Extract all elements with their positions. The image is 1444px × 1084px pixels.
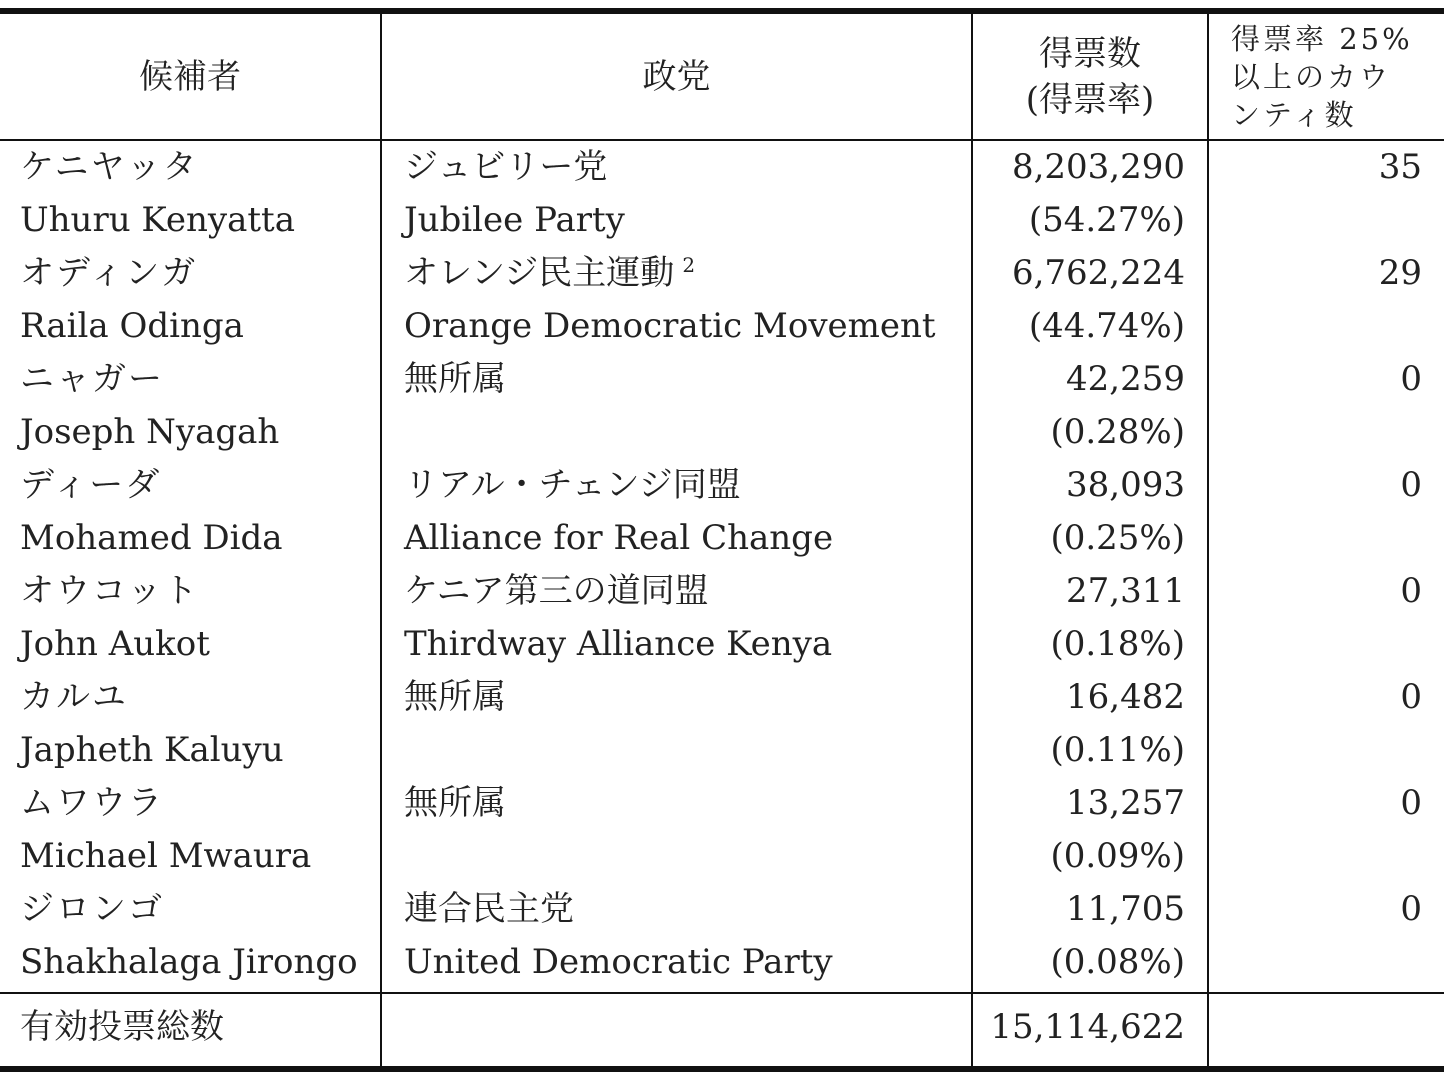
vote-share: (54.27%) [1028, 200, 1185, 240]
county-count: 0 [1400, 359, 1422, 399]
header-votes [973, 14, 1207, 139]
candidate-cell [20, 565, 376, 671]
vote-share: (0.25%) [1050, 518, 1185, 558]
candidate-cell [20, 883, 376, 989]
party-cell [404, 141, 964, 247]
vote-count: 16,482 [1066, 677, 1185, 717]
candidate-name-jp: オディンガ [20, 253, 198, 293]
table-row [0, 671, 1444, 777]
county-count: 0 [1400, 571, 1422, 611]
candidate-name-jp: ディーダ [20, 465, 162, 505]
table-row [0, 141, 1444, 247]
counties-cell [1209, 883, 1422, 936]
header-counties-line3: ンティ数 [1231, 97, 1357, 132]
party-name-jp: ケニア第三の道同盟 [404, 571, 709, 611]
vote-share: (0.09%) [1050, 836, 1185, 876]
header-counties-line1: 得票率 25% [1231, 21, 1413, 56]
votes-cell [973, 247, 1185, 353]
party-name-en: Orange Democratic Movement [404, 306, 936, 346]
header-candidate-label: 候補者 [139, 56, 241, 97]
party-cell [404, 777, 964, 883]
party-name-en: United Democratic Party [404, 942, 833, 982]
total-row [0, 994, 1444, 1066]
vote-count: 6,762,224 [1011, 253, 1185, 293]
vote-count: 8,203,290 [1011, 147, 1185, 187]
header-candidate [0, 14, 380, 139]
counties-cell [1209, 459, 1422, 512]
counties-cell [1209, 565, 1422, 618]
party-name-jp: リアル・チェンジ同盟 [404, 465, 741, 505]
votes-cell [973, 459, 1185, 565]
county-count: 0 [1400, 889, 1422, 929]
table-row [0, 777, 1444, 883]
party-name-jp: ジュビリー党 [404, 147, 608, 187]
candidate-cell [20, 247, 376, 353]
table-row [0, 247, 1444, 353]
party-cell [404, 353, 964, 459]
party-name-jp: 無所属 [404, 783, 506, 823]
vote-share: (0.28%) [1050, 412, 1185, 452]
party-cell [404, 565, 964, 671]
counties-cell [1209, 671, 1422, 724]
party-name-en: Alliance for Real Change [404, 518, 834, 558]
county-count: 0 [1400, 783, 1422, 823]
party-name-jp: 無所属 [404, 359, 506, 399]
party-cell [404, 247, 964, 353]
candidate-name-en: Mohamed Dida [20, 518, 283, 558]
vote-share: (44.74%) [1028, 306, 1185, 346]
total-label: 有効投票総数 [20, 1007, 224, 1047]
candidate-name-en: Shakhalaga Jirongo [20, 942, 358, 982]
votes-cell [973, 777, 1185, 883]
county-count: 0 [1400, 677, 1422, 717]
candidate-name-jp: ニャガー [20, 359, 164, 399]
table-bottom-rule [0, 1066, 1444, 1072]
header-votes-line2: (得票率) [1025, 79, 1155, 120]
candidate-cell [20, 353, 376, 459]
vote-count: 13,257 [1066, 783, 1185, 823]
candidate-name-en: John Aukot [20, 624, 210, 664]
party-name-en [404, 830, 964, 883]
header-party-label: 政党 [642, 56, 711, 97]
votes-cell [973, 671, 1185, 777]
candidate-name-jp: ケニヤッタ [20, 147, 199, 187]
table-row [0, 883, 1444, 989]
candidate-cell [20, 671, 376, 777]
candidate-name-en: Uhuru Kenyatta [20, 200, 295, 240]
total-votes: 15,114,622 [990, 1007, 1185, 1047]
vote-share: (0.08%) [1050, 942, 1185, 982]
votes-cell [973, 565, 1185, 671]
party-name-en: Jubilee Party [404, 200, 625, 240]
candidate-name-jp: カルユ [20, 677, 128, 717]
candidate-name-en: Michael Mwaura [20, 836, 312, 876]
votes-cell [973, 141, 1185, 247]
votes-cell [973, 883, 1185, 989]
table-row [0, 353, 1444, 459]
counties-cell [1209, 777, 1422, 830]
vote-count: 11,705 [1066, 889, 1185, 929]
counties-cell [1209, 353, 1422, 406]
candidate-name-en: Joseph Nyagah [20, 412, 280, 452]
counties-cell [1209, 247, 1422, 300]
party-name-jp: 無所属 [404, 677, 506, 717]
party-name-en [404, 406, 964, 459]
votes-cell [973, 353, 1185, 459]
party-name-en: Thirdway Alliance Kenya [404, 624, 833, 664]
candidate-name-en: Japheth Kaluyu [20, 730, 284, 770]
header-counties-line2: 以上のカウ [1231, 59, 1392, 94]
candidate-name-en: Raila Odinga [20, 306, 244, 346]
county-count: 29 [1378, 253, 1422, 293]
party-cell [404, 459, 964, 565]
counties-cell [1209, 141, 1422, 194]
party-footnote-marker: 2 [682, 252, 696, 277]
vote-count: 38,093 [1066, 465, 1185, 505]
party-cell [404, 883, 964, 989]
county-count: 0 [1400, 465, 1422, 505]
vote-count: 42,259 [1066, 359, 1185, 399]
header-party [382, 14, 971, 139]
candidate-cell [20, 459, 376, 565]
candidate-name-jp: オウコット [20, 571, 200, 611]
candidate-cell [20, 141, 376, 247]
party-name-jp: 連合民主党 [404, 889, 574, 929]
party-name-jp: オレンジ民主運動 [404, 253, 675, 293]
candidate-name-jp: ムワウラ [20, 783, 164, 823]
candidate-name-jp: ジロンゴ [20, 889, 164, 929]
table-row [0, 565, 1444, 671]
header-counties [1209, 14, 1444, 139]
candidate-cell [20, 777, 376, 883]
vote-share: (0.18%) [1050, 624, 1185, 664]
county-count: 35 [1378, 147, 1422, 187]
table-row [0, 459, 1444, 565]
party-cell [404, 671, 964, 777]
party-name-en [404, 724, 964, 777]
vote-share: (0.11%) [1050, 730, 1185, 770]
vote-count: 27,311 [1066, 571, 1185, 611]
header-votes-line1: 得票数 [1039, 33, 1141, 74]
